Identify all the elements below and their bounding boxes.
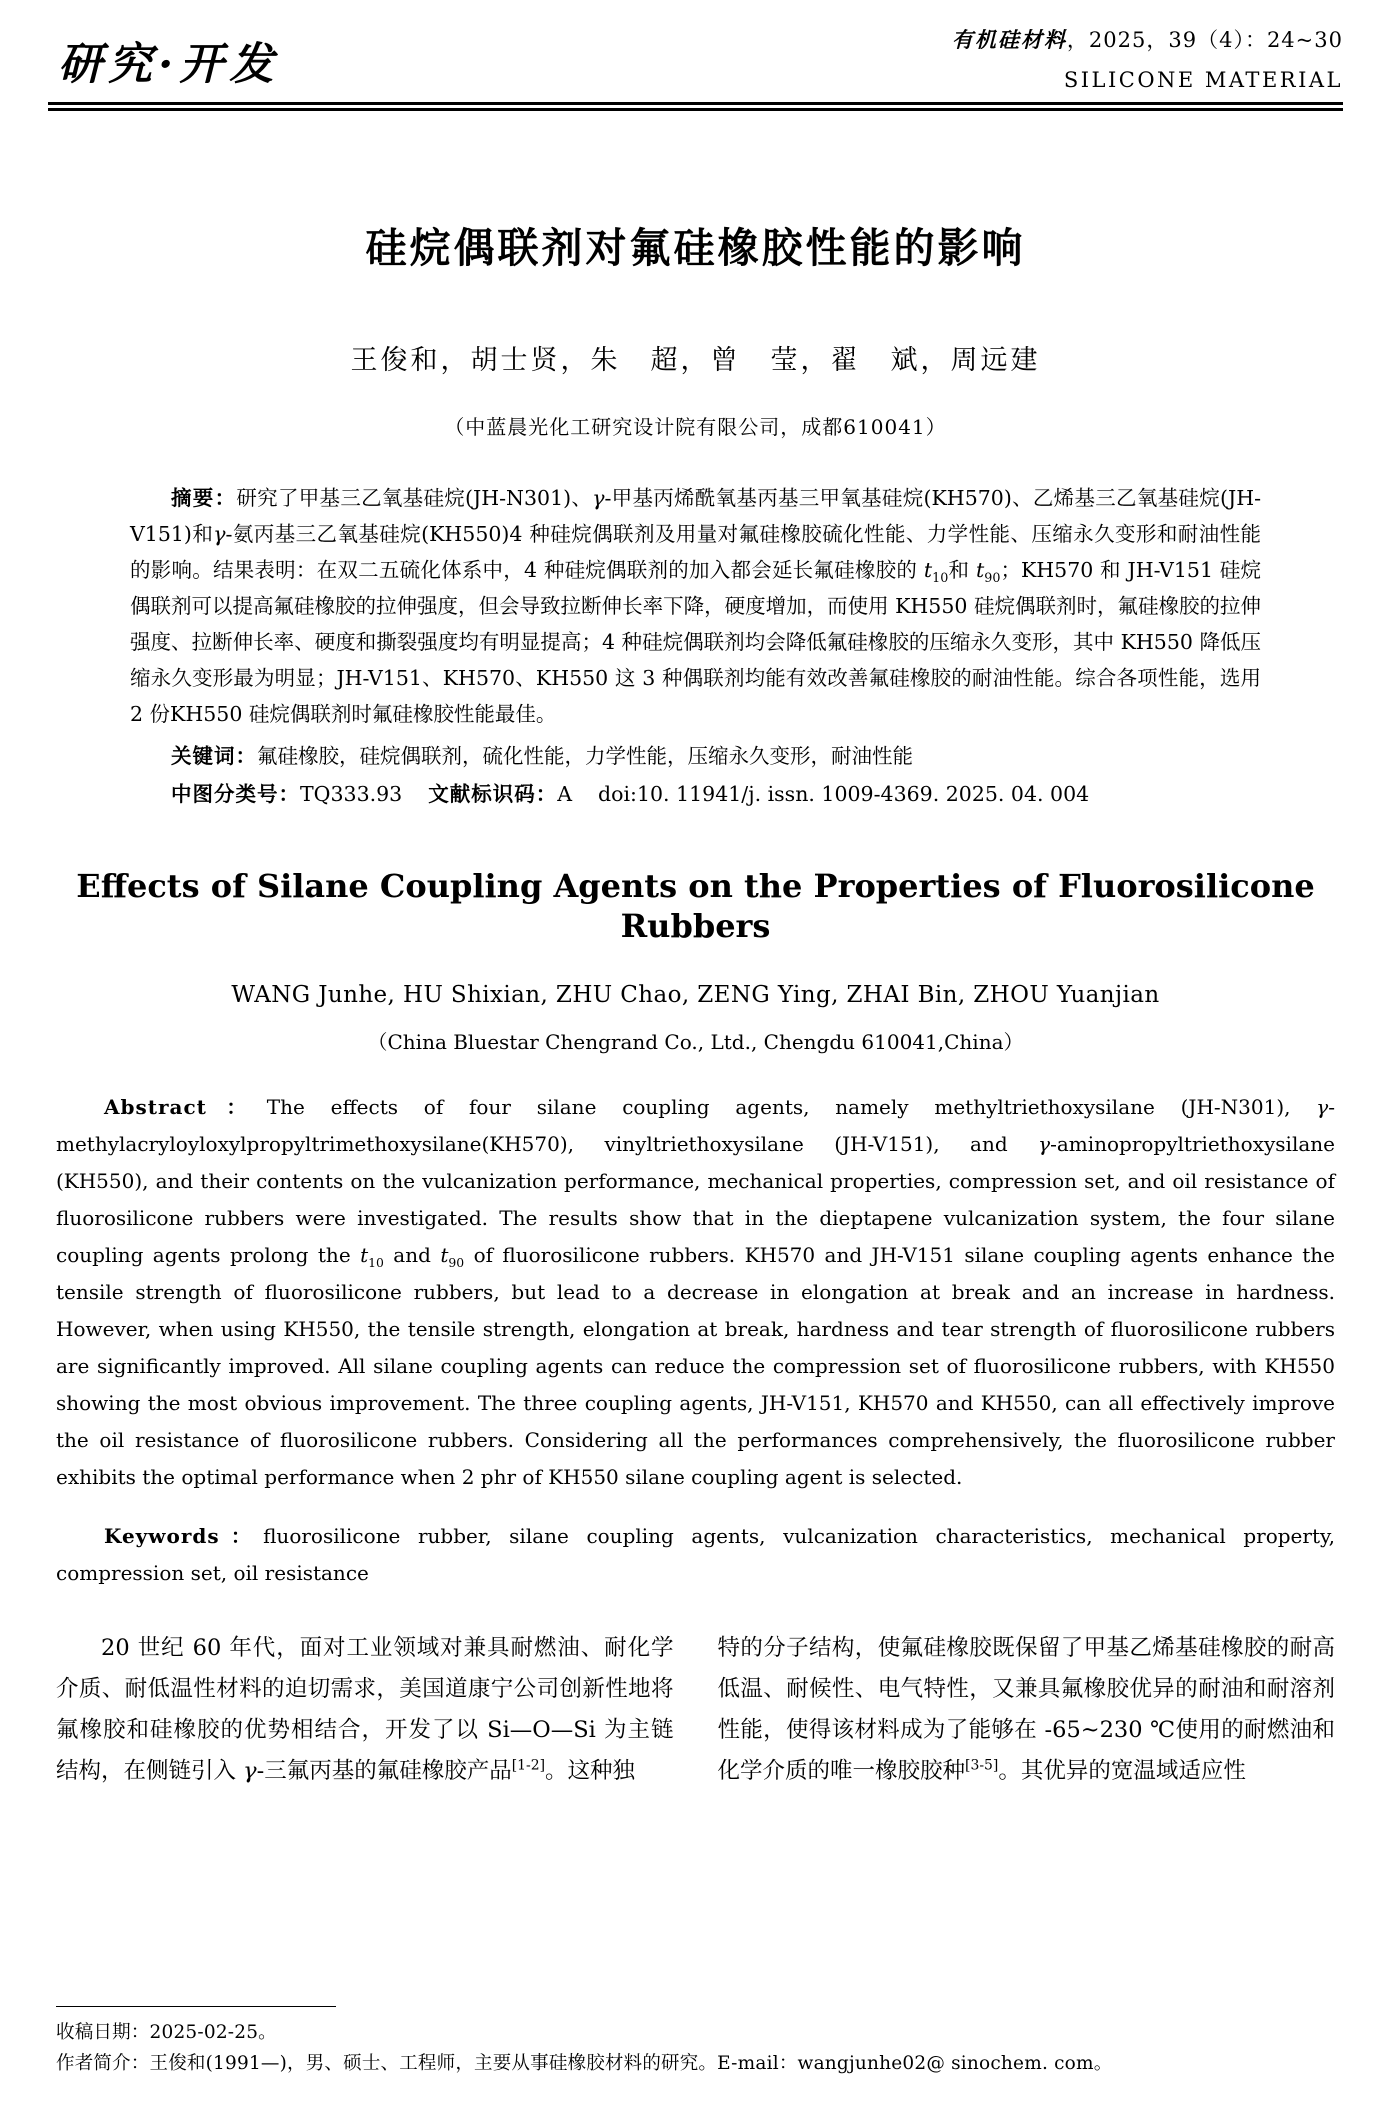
masthead-divider — [48, 102, 1343, 111]
footnote-received-label: 收稿日期： — [56, 2022, 150, 2043]
keywords-en-label: Keywords： — [104, 1524, 264, 1548]
abstract-en-label: Abstract： — [104, 1095, 267, 1119]
keywords-cn-label: 关键词： — [171, 744, 257, 768]
footnote-divider — [56, 2006, 336, 2007]
body-column-left — [56, 1628, 674, 1792]
footnote-bio-value: 王俊和(1991—)，男、硕士、工程师，主要从事硅橡胶材料的研究。E-mail：wangjunhe02@ sinochem. com。 — [149, 2053, 1113, 2074]
abstract-en — [56, 1089, 1335, 1496]
body-paragraph-left: 20 世纪 60 年代，面对工业领域对兼具耐燃油、耐化学介质、耐低温性材料的迫切需求，美国道康宁公司创新性地将氟橡胶和硅橡胶的优势相结合，开发了以 Si—O—Si 为主链结构，在侧链引入 γ-三氟丙基的氟硅橡胶产品[1-2]。这种独 — [56, 1635, 674, 1784]
masthead — [0, 0, 1391, 92]
classification-line — [130, 776, 1261, 812]
abstract-cn-text: 研究了甲基三乙氧基硅烷(JH-N301)、γ-甲基丙烯酰氧基丙基三甲氧基硅烷(KH570)、乙烯基三乙氧基硅烷(JH-V151)和γ-氨丙基三乙氧基硅烷(KH550)4 种硅烷偶联剂及用量对氟硅橡胶硫化性能、力学性能、压缩永久变形和耐油性能的影响。结果表明：在双二五硫化体系中，4 种硅烷偶联剂的加入都会延长氟硅橡胶的 $t_{10}$和 $t_{90}$；KH570 和 JH-V151 硅烷偶联剂可以提高氟硅橡胶的拉伸强度，但会导致拉断伸长率下降，硬度增加，而使用 KH550 硅烷偶联剂时，氟硅橡胶的拉伸强度、拉断伸长率、硬度和撕裂强度均有明显提高；4 种硅烷偶联剂均会降低氟硅橡胶的压缩永久变形，其中 KH550 降低压缩永久变形最为明显；JH-V151、KH570、KH550 这 3 种偶联剂均能有效改善氟硅橡胶的耐油性能。综合各项性能，选用 2 份KH550 硅烷偶联剂时氟硅橡胶性能最佳。 — [130, 486, 1262, 726]
page-title-en: Effects of Silane Coupling Agents on the Properties of Fluorosilicone Rubbers — [76, 867, 1315, 945]
authors-cn: 王俊和，胡士贤，朱 超，曾 莹，翟 斌，周远建 — [350, 345, 1041, 376]
doi-label: doi: — [598, 782, 637, 806]
doc-code-label: 文献标识码： — [428, 782, 558, 806]
authors-en: WANG Junhe, HU Shixian, ZHU Chao, ZENG Ying, ZHAI Bin, ZHOU Yuanjian — [231, 982, 1160, 1008]
body-columns — [56, 1628, 1335, 1792]
journal-citation-detail: ，2025，39（4）：24~30 — [1066, 28, 1343, 52]
doi-value: 10. 11941/j. issn. 1009-4369. 2025. 04. 004 — [636, 782, 1090, 806]
abstract-cn-label: 摘要： — [171, 486, 237, 510]
footnote-block — [56, 2006, 1335, 2079]
clc-label: 中图分类号： — [171, 782, 300, 806]
clc-value: TQ333.93 — [300, 782, 403, 806]
affiliation-en: （China Bluestar Chengrand Co., Ltd., Chengdu 610041,China） — [367, 1030, 1024, 1054]
doc-code-value: A — [557, 782, 573, 806]
abstract-en-text: The effects of four silane coupling agents, namely methyltriethoxysilane (JH-N301), γ-methylacryloyloxylpropyltrimethoxysilane(KH570), vinyltriethoxysilane (JH-V151), and γ-aminopropyltriethoxysilane (KH550), and their contents on the vulcanization performance, mechanical properties, compression set, and oil resistance of fluorosilicone rubbers were investigated. The results show that in the dieptapene vulcanization system, the four silane coupling agents prolong the $t_{10}$ and $t_{90}$ of fluorosilicone rubbers. KH570 and JH-V151 silane coupling agents enhance the tensile strength of fluorosilicone rubbers, but lead to a decrease in elongation at break and an increase in hardness. However, when using KH550, the tensile strength, elongation at break, hardness and tear strength of fluorosilicone rubbers are significantly improved. All silane coupling agents can reduce the compression set of fluorosilicone rubbers, with KH550 showing the most obvious improvement. The three coupling agents, JH-V151, KH570 and KH550, can all effectively improve the oil resistance of fluorosilicone rubbers. Considering all the performances comprehensively, the fluorosilicone rubber exhibits the optimal performance when 2 phr of KH550 silane coupling agent is selected. — [56, 1095, 1336, 1489]
keywords-en-text: fluorosilicone rubber, silane coupling agents, vulcanization characteristics, mechanical property, compression set, oil resistance — [56, 1524, 1335, 1585]
keywords-cn-text: 氟硅橡胶，硅烷偶联剂，硫化性能，力学性能，压缩永久变形，耐油性能 — [257, 744, 913, 768]
section-mark: 研究·开发 — [58, 39, 280, 90]
footnote-received — [56, 2017, 1335, 2048]
keywords-en — [56, 1518, 1335, 1592]
footnote-received-value: 2025-02-25。 — [149, 2022, 277, 2043]
affiliation-cn: （中蓝晨光化工研究设计院有限公司，成都610041） — [444, 415, 947, 439]
body-column-right — [718, 1628, 1336, 1792]
footnote-bio-label: 作者简介： — [56, 2053, 150, 2074]
journal-name-cn: 有机硅材料 — [951, 27, 1067, 52]
abstract-cn — [130, 480, 1261, 732]
page-title-cn: 硅烷偶联剂对氟硅橡胶性能的影响 — [365, 224, 1026, 272]
journal-name-en: SILICONE MATERIAL — [1063, 68, 1343, 92]
journal-info — [952, 18, 1343, 92]
footnote-bio — [56, 2048, 1335, 2079]
body-paragraph-right: 特的分子结构，使氟硅橡胶既保留了甲基乙烯基硅橡胶的耐高低温、耐候性、电气特性，又兼具氟橡胶优异的耐油和耐溶剂性能，使得该材料成为了能够在 -65~230 ℃使用的耐燃油和化学介质的唯一橡胶胶种[3-5]。其优异的宽温域适应性 — [717, 1635, 1335, 1784]
keywords-cn — [130, 738, 1261, 774]
journal-citation-line — [952, 24, 1343, 54]
